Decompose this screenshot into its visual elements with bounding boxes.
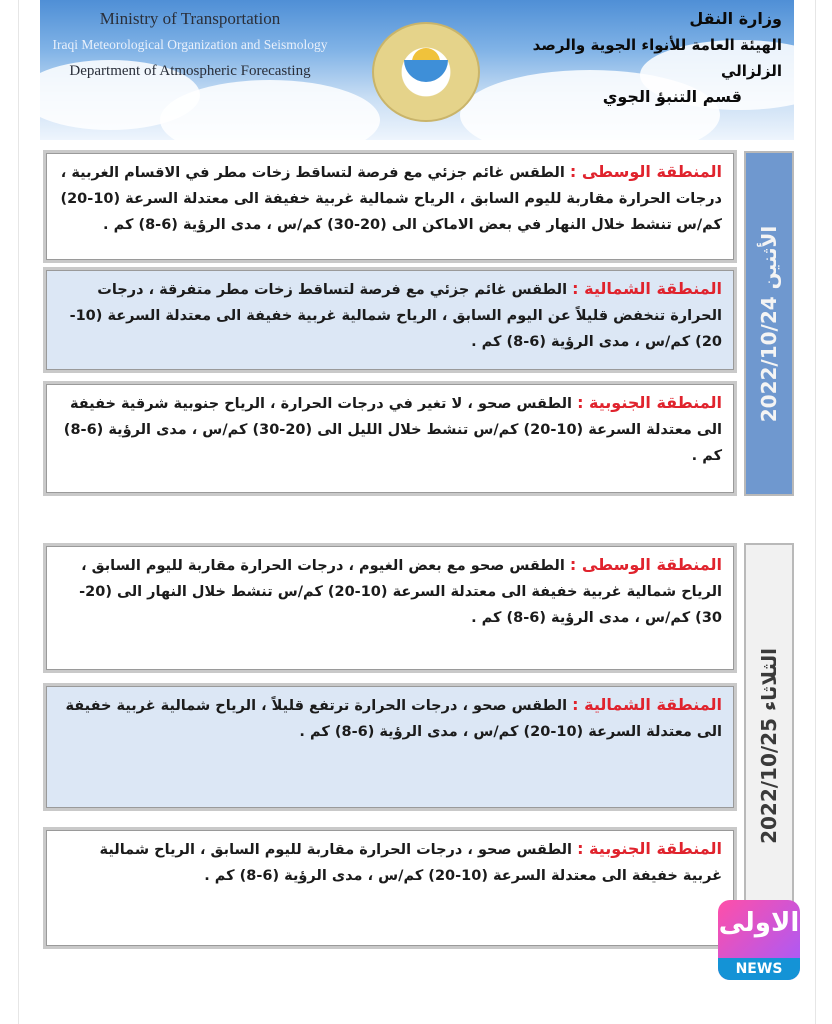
region-name: المنطقة الشمالية : xyxy=(572,279,722,298)
day-date-text: الثلاثاء 2022/10/25 xyxy=(757,648,782,844)
department-name-ar: قسم التنبؤ الجوي xyxy=(602,87,742,106)
forecast-region-box xyxy=(43,827,737,949)
region-forecast-text: الطقس غائم جزئي مع فرصة لتساقط زخات مطر في الاقسام الغربية ، درجات الحرارة مقاربة لليوم السابق ، الرياح شمالية غربية خفيفة الى معتدلة السرعة (10-20) كم/س تنشط خلال النهار في بعض الاماكن الى (20-30) كم/س ، مدى الرؤية (6-8) كم . xyxy=(60,165,722,233)
day-date-text: الأثنين 2022/10/24 xyxy=(757,225,782,422)
region-name: المنطقة الوسطى : xyxy=(569,162,722,181)
region-name: المنطقة الشمالية : xyxy=(572,695,722,714)
english-title-block xyxy=(40,6,340,84)
region-name: المنطقة الجنوبية : xyxy=(577,393,722,412)
region-forecast-text: الطقس غائم جزئي مع فرصة لتساقط زخات مطر متفرقة ، درجات الحرارة تنخفض قليلاً عن اليوم السابق ، الرياح شمالية غربية خفيفة الى معتدلة السرعة (10-20) كم/س ، مدى الرؤية (6-8) كم . xyxy=(69,282,722,350)
organization-name-en: Iraqi Meteorological Organization and Seismology xyxy=(52,37,328,52)
region-name: المنطقة الجنوبية : xyxy=(577,839,722,858)
watermark-logo-text: الاولى xyxy=(718,908,800,938)
day-date-label xyxy=(744,151,794,496)
ministry-name-ar: وزارة النقل xyxy=(689,9,782,28)
forecast-region-box xyxy=(43,150,737,263)
ministry-name-en: Ministry of Transportation xyxy=(99,9,281,28)
logo-sun-icon xyxy=(412,48,440,66)
region-forecast-text: الطقس صحو ، درجات الحرارة مقاربة لليوم السابق ، الرياح شمالية غربية خفيفة الى معتدلة السرعة (10-20) كم/س ، مدى الرؤية (6-8) كم . xyxy=(99,842,722,884)
region-forecast-text: الطقس صحو ، لا تغير في درجات الحرارة ، الرياح جنوبية شرقية خفيفة الى معتدلة السرعة (10-20) كم/س تنشط خلال الليل الى (20-30) كم/س ، مدى الرؤية (6-8) كم . xyxy=(63,396,722,464)
watermark-news-label: NEWS xyxy=(718,958,800,980)
forecast-region-box xyxy=(43,381,737,496)
day-date-label xyxy=(744,543,794,949)
forecast-region-box xyxy=(43,683,737,811)
news-watermark-logo xyxy=(718,900,800,980)
region-name: المنطقة الوسطى : xyxy=(569,555,722,574)
region-forecast-text: الطقس صحو ، درجات الحرارة ترتفع قليلاً ، الرياح شمالية غربية خفيفة الى معتدلة السرعة (10-20) كم/س ، مدى الرؤية (6-8) كم . xyxy=(65,698,722,740)
page-header xyxy=(40,0,794,140)
region-forecast-text: الطقس صحو مع بعض الغيوم ، درجات الحرارة مقاربة لليوم السابق ، الرياح شمالية غربية خفيفة الى معتدلة السرعة (10-20) كم/س تنشط خلال النهار الى (20-30) كم/س ، مدى الرؤية (6-8) كم . xyxy=(79,558,722,626)
arabic-title-block xyxy=(482,6,782,110)
organization-logo-icon xyxy=(372,22,480,122)
forecast-region-box xyxy=(43,267,737,373)
department-name-en: Department of Atmospheric Forecasting xyxy=(69,63,311,79)
forecast-region-box xyxy=(43,543,737,673)
organization-name-ar: الهيئة العامة للأنواء الجوية والرصد الزلزالي xyxy=(532,36,782,80)
